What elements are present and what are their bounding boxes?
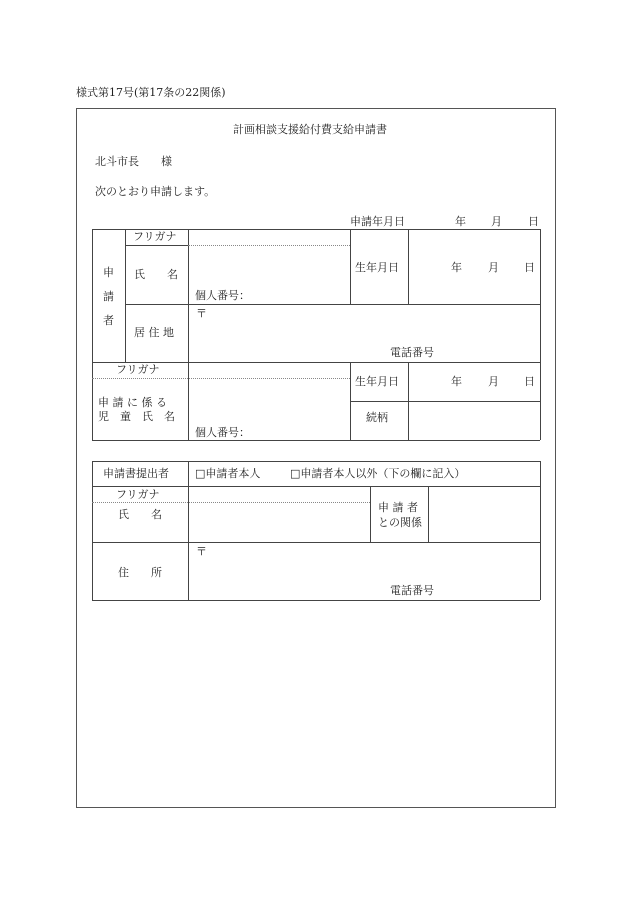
applicant-address-label: 居 住 地 (134, 326, 174, 339)
submitter-option-self[interactable]: □申請者本人 (195, 467, 261, 480)
submitter-label: 申請書提出者 (103, 467, 169, 480)
application-date-year[interactable]: 年 (455, 215, 466, 228)
applicant-birth-year[interactable]: 年 (451, 261, 462, 274)
child-id-number-label[interactable]: 個人番号： (195, 426, 250, 439)
form-title: 計画相談支援給付費支給申請書 (233, 123, 387, 136)
applicant-birth-month[interactable]: 月 (488, 261, 499, 274)
child-furigana-label: フリガナ (116, 363, 160, 376)
child-birth-year[interactable]: 年 (451, 375, 462, 388)
form-number: 様式第17号(第17条の22関係) (76, 86, 226, 99)
submitter-name-label: 氏 名 (118, 508, 162, 521)
child-birth-month[interactable]: 月 (488, 375, 499, 388)
child-birth-label: 生年月日 (355, 375, 399, 388)
applicant-phone-label[interactable]: 電話番号 (390, 346, 434, 359)
submitter-relation-line2: との関係 (378, 516, 422, 529)
submitter-address-label: 住 所 (118, 566, 162, 579)
applicant-id-number-label[interactable]: 個人番号： (195, 289, 250, 302)
addressee: 北斗市長 様 (95, 155, 172, 168)
applicant-label-char-3: 者 (103, 314, 114, 327)
application-date-label: 申請年月日 (350, 215, 405, 228)
submitter-furigana-label: フリガナ (116, 488, 160, 501)
applicant-furigana-label: フリガナ (133, 230, 177, 243)
child-birth-day[interactable]: 日 (524, 375, 535, 388)
applicant-label-char-2: 請 (103, 290, 114, 303)
applicant-birth-day[interactable]: 日 (524, 261, 535, 274)
applicant-name-label: 氏 名 (134, 268, 178, 281)
submitter-option-other[interactable]: □申請者本人以外（下の欄に記入） (290, 467, 466, 480)
child-relation-label: 続柄 (366, 411, 388, 424)
submitter-relation-line1: 申 請 者 (378, 501, 418, 514)
child-label-line2: 児 童 氏 名 (98, 410, 175, 423)
applicant-postal-mark[interactable]: 〒 (196, 307, 207, 320)
application-date-day[interactable]: 日 (528, 215, 539, 228)
form-frame (76, 108, 556, 808)
application-date-month[interactable]: 月 (491, 215, 502, 228)
intro-text: 次のとおり申請します。 (95, 185, 216, 198)
applicant-label-char-1: 申 (103, 266, 114, 279)
submitter-phone-label[interactable]: 電話番号 (390, 584, 434, 597)
applicant-birth-label: 生年月日 (355, 261, 399, 274)
child-label-line1: 申 請 に 係 る (98, 396, 167, 409)
submitter-postal-mark[interactable]: 〒 (196, 545, 207, 558)
